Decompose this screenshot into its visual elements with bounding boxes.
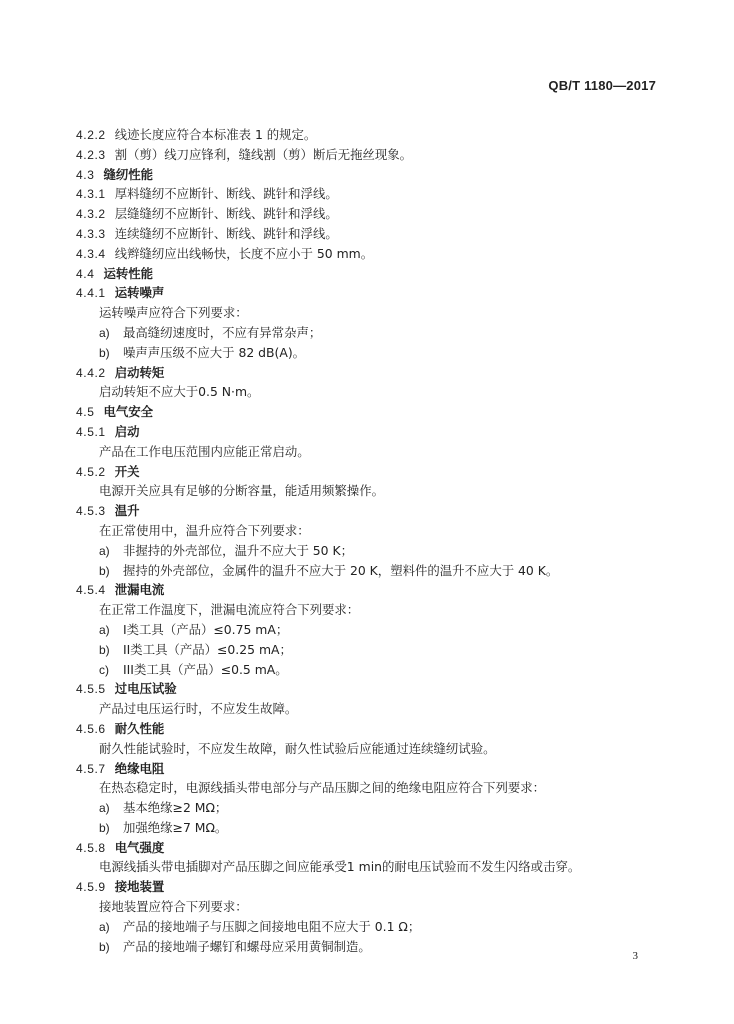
list-marker: a): [99, 919, 110, 934]
section-number: 4.5.2: [76, 464, 106, 479]
document-body: [76, 125, 676, 956]
body-paragraph: 在正常使用中，温升应符合下列要求：: [99, 522, 310, 538]
section-title: 启动转矩: [114, 364, 165, 380]
section-title: 运转噪声: [114, 285, 165, 301]
section-number: 4.5: [76, 405, 95, 420]
list-item-text: I类工具（产品）≤0.75 mA；: [123, 621, 289, 637]
clause-4-2-2: [76, 125, 676, 145]
section-heading-4-3: [76, 165, 676, 185]
section-number: 4.5.5: [76, 682, 106, 697]
list-item-text: 产品的接地端子与压脚之间接地电阻不应大于 0.1 Ω；: [123, 918, 421, 934]
clause-number: 4.3.4: [76, 246, 106, 261]
section-title: 电气强度: [114, 839, 165, 855]
clause-text: 割（剪）线刀应锋利，缝线割（剪）断后无拖丝现象。: [114, 146, 413, 162]
list-item: [76, 541, 676, 561]
section-heading-4-5: [76, 402, 676, 422]
body-paragraph: 运转噪声应符合下列要求：: [99, 305, 248, 321]
list-marker: b): [99, 345, 110, 360]
clause-4-3-4: [76, 244, 676, 264]
list-marker: a): [99, 801, 110, 816]
list-item: [76, 818, 676, 838]
list-marker: a): [99, 622, 110, 637]
section-heading-4-5-9: [76, 877, 676, 897]
section-heading-4-5-1: [76, 422, 676, 442]
clause-text: 线辫缝纫应出线畅快，长度不应小于 50 mm。: [114, 245, 374, 261]
list-item: [76, 937, 676, 957]
clause-text: 厚料缝纫不应断针、断线、跳针和浮线。: [114, 186, 338, 202]
list-item: [76, 660, 676, 680]
list-item: [76, 917, 676, 937]
list-item-text: 握持的外壳部位，金属件的温升不应大于 20 K，塑料件的温升不应大于 40 K。: [123, 562, 559, 578]
list-marker: a): [99, 325, 110, 340]
section-heading-4-5-6: [76, 719, 676, 739]
section-heading-4-4-1: [76, 283, 676, 303]
section-number: 4.4.2: [76, 365, 106, 380]
standard-code: QB/T 1180—2017: [548, 78, 656, 93]
list-item-text: III类工具（产品）≤0.5 mA。: [123, 661, 288, 677]
section-heading-4-5-4: [76, 580, 676, 600]
list-item: [76, 620, 676, 640]
section-number: 4.4: [76, 266, 95, 281]
clause-4-3-1: [76, 184, 676, 204]
section-number: 4.3: [76, 167, 95, 182]
section-heading-4-5-3: [76, 501, 676, 521]
section-title: 运转性能: [103, 265, 154, 281]
section-heading-4-5-8: [76, 838, 676, 858]
list-item-text: 噪声声压级不应大于 82 dB(A)。: [123, 344, 306, 360]
body-paragraph: 产品过电压运行时，不应发生故障。: [99, 701, 298, 717]
clause-4-2-3: [76, 145, 676, 165]
list-marker: b): [99, 642, 110, 657]
section-title: 绝缘电阻: [114, 760, 165, 776]
body-paragraph: 耐久性能试验时，不应发生故障，耐久性试验后应能通过连续缝纫试验。: [99, 740, 496, 756]
clause-number: 4.3.3: [76, 226, 106, 241]
list-marker: b): [99, 939, 110, 954]
clause-number: 4.2.3: [76, 147, 106, 162]
list-item-text: 最高缝纫速度时，不应有异常杂声；: [123, 324, 322, 340]
clause-text: 线迹长度应符合本标准表 1 的规定。: [114, 127, 317, 142]
body-paragraph: 在热态稳定时，电源线插头带电部分与产品压脚之间的绝缘电阻应符合下列要求：: [99, 780, 546, 796]
section-heading-4-5-7: [76, 759, 676, 779]
list-item-text: 加强绝缘≥7 MΩ。: [123, 819, 228, 835]
list-item: [76, 561, 676, 581]
section-title: 开关: [114, 463, 140, 479]
section-title: 启动: [114, 423, 140, 439]
body-paragraph: 接地装置应符合下列要求：: [99, 899, 248, 915]
section-number: 4.5.8: [76, 840, 106, 855]
section-number: 4.5.1: [76, 424, 106, 439]
section-title: 耐久性能: [114, 720, 165, 736]
section-number: 4.5.7: [76, 761, 106, 776]
section-number: 4.4.1: [76, 286, 106, 301]
section-heading-4-4: [76, 264, 676, 284]
section-title: 过电压试验: [114, 681, 177, 697]
section-number: 4.5.9: [76, 880, 106, 895]
section-title: 缝纫性能: [103, 166, 154, 182]
list-item: [76, 798, 676, 818]
clause-number: 4.3.2: [76, 207, 106, 222]
section-title: 泄漏电流: [114, 582, 165, 598]
list-item-text: II类工具（产品）≤0.25 mA；: [123, 641, 292, 657]
list-marker: b): [99, 820, 110, 835]
list-item: [76, 640, 676, 660]
section-number: 4.5.6: [76, 721, 106, 736]
body-paragraph: 启动转矩不应大于0.5 N·m。: [99, 384, 260, 400]
clause-number: 4.2.2: [76, 128, 106, 142]
list-item: [76, 323, 676, 343]
list-marker: b): [99, 563, 110, 578]
body-paragraph: 电源线插头带电插脚对产品压脚之间应能承受1 min的耐电压试验而不发生闪络或击穿。: [99, 859, 581, 875]
clause-number: 4.3.1: [76, 187, 106, 202]
list-item: [76, 343, 676, 363]
list-item-text: 非握持的外壳部位，温升不应大于 50 K；: [123, 542, 354, 558]
body-paragraph: 产品在工作电压范围内应能正常启动。: [99, 443, 310, 459]
section-title: 电气安全: [103, 404, 154, 420]
list-marker: c): [99, 662, 109, 677]
body-paragraph: 在正常工作温度下，泄漏电流应符合下列要求：: [99, 602, 360, 618]
clause-4-3-3: [76, 224, 676, 244]
list-item-text: 产品的接地端子螺钉和螺母应采用黄铜制造。: [123, 938, 371, 954]
section-title: 温升: [114, 503, 140, 519]
clause-4-3-2: [76, 204, 676, 224]
section-heading-4-5-5: [76, 679, 676, 699]
page-number: 3: [632, 950, 638, 962]
section-number: 4.5.4: [76, 583, 106, 598]
clause-text: 层缝缝纫不应断针、断线、跳针和浮线。: [114, 206, 338, 222]
section-number: 4.5.3: [76, 504, 106, 519]
body-paragraph: 电源开关应具有足够的分断容量，能适用频繁操作。: [99, 483, 384, 499]
list-item-text: 基本绝缘≥2 MΩ；: [123, 800, 228, 816]
section-title: 接地装置: [114, 879, 165, 895]
section-heading-4-5-2: [76, 462, 676, 482]
section-heading-4-4-2: [76, 363, 676, 383]
clause-text: 连续缝纫不应断针、断线、跳针和浮线。: [114, 225, 338, 241]
list-marker: a): [99, 543, 110, 558]
